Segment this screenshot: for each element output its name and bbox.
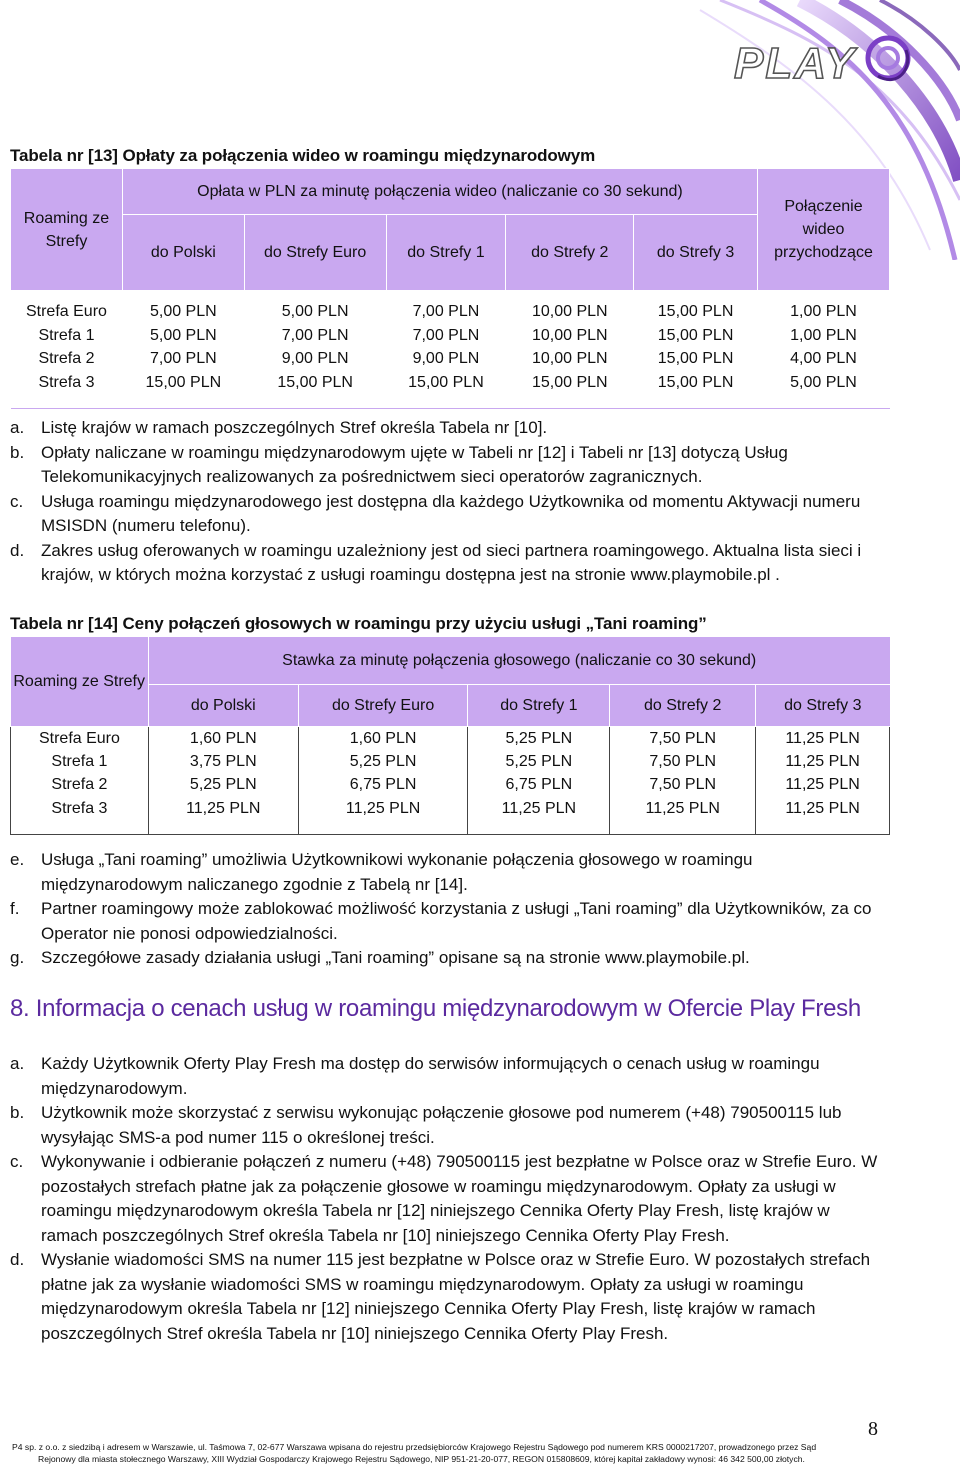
table-cell: 4,00 PLN	[790, 350, 857, 368]
table14	[10, 636, 890, 835]
table-cell: 10,00 PLN	[531, 326, 608, 344]
table-cell: 15,00 PLN	[145, 373, 222, 391]
list-text: Usługa „Tani roaming” umożliwia Użytkownikowi wykonanie połączenia głosowego w roamingu międzynarodowym naliczanego zgodnie z Tabelą nr [14].	[41, 850, 753, 894]
table-cell: 1,60 PLN	[148, 727, 298, 751]
table14-col-header: do Strefy 1	[468, 685, 610, 727]
table14-col-header: do Strefy 3	[756, 685, 890, 727]
list-marker: b.	[10, 442, 25, 462]
table-cell: 11,25 PLN	[756, 774, 890, 798]
table-cell: 15,00 PLN	[408, 373, 484, 391]
list-text: Użytkownik może skorzystać z serwisu wykonując połączenie głosowe pod numerem (+48) 790500115 lub wysyłając SMS-a pod numer 115 o określonej treści.	[41, 1103, 842, 1147]
table-cell: 15,00 PLN	[277, 373, 353, 391]
list-text: Listę krajów w ramach poszczególnych Stref określa Tabela nr [10].	[41, 418, 548, 437]
list-marker: e.	[10, 850, 25, 869]
list-item	[10, 1052, 890, 1101]
section-8-title: 8. Informacja o cenach usług w roamingu międzynarodowym w Ofercie Play Fresh	[10, 995, 861, 1022]
table-cell: 9,00 PLN	[281, 350, 349, 368]
table-row	[11, 750, 890, 774]
table-cell: 5,00 PLN	[149, 303, 217, 321]
table-row	[11, 371, 890, 395]
table-cell: 11,25 PLN	[468, 797, 610, 821]
table-cell: 7,00 PLN	[281, 326, 349, 344]
table-cell: 5,25 PLN	[468, 750, 610, 774]
table-cell: 1,60 PLN	[298, 727, 468, 751]
play-logo	[728, 28, 918, 98]
table13-group-header: Opłata w PLN za minutę połączenia wideo (naliczanie co 30 sekund)	[122, 169, 757, 215]
page-number: 8	[868, 1418, 878, 1440]
list-item	[10, 539, 890, 588]
table-cell: 11,25 PLN	[756, 727, 890, 751]
list-item	[10, 946, 890, 971]
table-row	[11, 797, 890, 821]
list-text: Partner roamingowy może zablokować możliwość korzystania z usługi „Tani roaming” dla Użytkowników, za co Operator nie ponosi odpowiedzialności.	[41, 899, 872, 943]
table-cell: 11,25 PLN	[610, 797, 756, 821]
list-item	[10, 490, 890, 539]
table13-row-header: Roaming ze Strefy	[11, 169, 123, 291]
list-item	[10, 1150, 890, 1248]
table13-col-header: do Strefy 1	[386, 215, 506, 291]
notes-list-1	[10, 416, 890, 588]
table-cell: 7,50 PLN	[610, 774, 756, 798]
table-row	[11, 301, 890, 325]
table-cell: 5,00 PLN	[149, 326, 217, 344]
table-cell: 7,50 PLN	[610, 750, 756, 774]
table-row	[11, 348, 890, 372]
list-text: Wysłanie wiadomości SMS na numer 115 jest bezpłatne w Polsce oraz w Strefie Euro. W pozostałych strefach płatne jak za wysłanie wiadomości SMS w roamingu międzynarodowym. Opłaty za usługi w roamingu międzynarodowym określa Tabela nr [12] niniejszego Cennika Oferty Play Fresh, listę krajów w ramach poszczególnych Stref określa Tabela nr [10] niniejszego Cennika Oferty Play Fresh.	[41, 1250, 871, 1343]
list-text: Zakres usług oferowanych w roamingu uzależniony jest od sieci partnera roamingowego. Aktualna lista sieci i krajów, w których można korzystać z usługi roamingu dostępna jest na stronie www.playmobile.pl .	[41, 540, 862, 584]
list-item	[10, 848, 890, 897]
list-item	[10, 1101, 890, 1150]
list-text: Opłaty naliczane w roamingu międzynarodowym ujęte w Tabeli nr [12] i Tabeli nr [13] dotyczą Usług Telekomunikacyjnych realizowanych za pośrednictwem sieci operatorów zagranicznych.	[41, 442, 788, 486]
table-cell: 10,00 PLN	[531, 303, 608, 321]
table-cell: 1,00 PLN	[790, 303, 857, 321]
table-cell: 11,25 PLN	[148, 797, 298, 821]
notes-list-2	[10, 848, 890, 971]
footer-line: P4 sp. z o.o. z siedzibą i adresem w Warszawie, ul. Taśmowa 7, 02-677 Warszawa wpisana do rejestru przedsiębiorców Krajowego Rejestru Sądowego pod numerem KRS 0000217207, prowadzonego przez Sąd	[12, 1442, 817, 1452]
list-text: Każdy Użytkownik Oferty Play Fresh ma dostęp do serwisów informujących o cenach usług w roamingu międzynarodowym.	[41, 1054, 820, 1098]
table13-col-header: do Polski	[122, 215, 244, 291]
list-marker: c.	[10, 491, 24, 511]
table-cell: Strefa 1	[11, 750, 149, 774]
table-row	[11, 774, 890, 798]
table-row	[11, 727, 890, 751]
table13-col-header: do Strefy Euro	[244, 215, 386, 291]
list-marker: a.	[10, 1054, 25, 1073]
list-text: Wykonywanie i odbieranie połączeń z numeru (+48) 790500115 jest bezpłatne w Polsce oraz w Strefie Euro. W pozostałych strefach płatne jak za połączenie głosowe w roamingu międzynarodowym. Opłaty za usługi w roamingu międzynarodowym określa Tabela nr [12] niniejszego Cennika Oferty Play Fresh, listę krajów w ramach poszczególnych Stref określa Tabela nr [10] niniejszego Cennika Oferty Play Fresh.	[41, 1152, 878, 1245]
table-cell: Strefa 3	[11, 797, 149, 821]
list-item	[10, 441, 890, 490]
table13-title: Tabela nr [13] Opłaty za połączenia wideo w roamingu międzynarodowym	[10, 146, 596, 165]
list-marker: d.	[10, 540, 25, 560]
table-cell: Strefa 1	[38, 326, 95, 344]
list-marker: g.	[10, 948, 25, 967]
table13-col-header: do Strefy 3	[634, 215, 758, 291]
list-marker: f.	[10, 899, 20, 918]
table-cell: 7,00 PLN	[149, 350, 217, 368]
table-cell: Strefa 2	[11, 774, 149, 798]
table-cell: 6,75 PLN	[298, 774, 468, 798]
table14-title: Tabela nr [14] Ceny połączeń głosowych w roamingu przy użyciu usługi „Tani roaming”	[10, 614, 707, 633]
footer	[12, 1441, 952, 1465]
list-marker: c.	[10, 1152, 24, 1171]
table-cell: 5,00 PLN	[790, 373, 857, 391]
table-cell: 5,25 PLN	[148, 774, 298, 798]
svg-text:PLAY: PLAY	[734, 39, 857, 88]
table-cell: 7,00 PLN	[412, 303, 480, 321]
list-item	[10, 1248, 890, 1346]
section-8-list	[10, 1052, 890, 1346]
table-row	[11, 324, 890, 348]
table-cell: 15,00 PLN	[657, 303, 734, 321]
table13	[10, 168, 890, 409]
table-cell: 15,00 PLN	[657, 350, 734, 368]
table13-incoming-header: Połączenie wideo przychodzące	[757, 169, 889, 291]
table14-col-header: do Strefy 2	[610, 685, 756, 727]
table-cell: 7,00 PLN	[412, 326, 480, 344]
table-cell: 5,00 PLN	[281, 303, 349, 321]
table-cell: 15,00 PLN	[657, 326, 734, 344]
play-swirl-logo-icon	[868, 38, 908, 80]
table14-col-header: do Polski	[148, 685, 298, 727]
list-text: Usługa roamingu międzynarodowego jest dostępna dla każdego Użytkownika od momentu Aktywacji numeru MSISDN (numeru telefonu).	[41, 491, 861, 535]
table-cell: 11,25 PLN	[298, 797, 468, 821]
table14-group-header: Stawka za minutę połączenia głosowego (naliczanie co 30 sekund)	[148, 637, 889, 685]
table-cell: 5,25 PLN	[468, 727, 610, 751]
list-item	[10, 416, 890, 441]
table-cell: 7,50 PLN	[610, 727, 756, 751]
table-cell: Strefa Euro	[11, 727, 149, 751]
table-cell: 1,00 PLN	[790, 326, 857, 344]
table-cell: 3,75 PLN	[148, 750, 298, 774]
table13-col-header: do Strefy 2	[506, 215, 634, 291]
table-cell: Strefa Euro	[25, 303, 107, 321]
table-cell: 9,00 PLN	[412, 350, 480, 368]
table-cell: 11,25 PLN	[756, 750, 890, 774]
table-cell: Strefa 3	[38, 373, 95, 391]
list-item	[10, 897, 890, 946]
table-cell: 15,00 PLN	[531, 373, 608, 391]
list-marker: a.	[10, 418, 25, 437]
table14-row-header: Roaming ze Strefy	[11, 637, 149, 727]
table14-col-header: do Strefy Euro	[298, 685, 468, 727]
table-cell: 11,25 PLN	[756, 797, 890, 821]
list-marker: d.	[10, 1250, 25, 1269]
list-text: Szczegółowe zasady działania usługi „Tani roaming” opisane są na stronie www.playmobile.pl.	[41, 948, 750, 967]
table-cell: 6,75 PLN	[468, 774, 610, 798]
table-cell: 5,25 PLN	[298, 750, 468, 774]
footer-line: Rejonowy dla miasta stołecznego Warszawy, XIII Wydział Gospodarczy Krajowego Rejestru Sądowego, NIP 951-21-20-077, REGON 015808609, której kapitał zakładowy wynosi: 46 342 500,00 złotych.	[38, 1454, 805, 1464]
table-cell: 15,00 PLN	[657, 373, 734, 391]
list-marker: b.	[10, 1103, 25, 1122]
table-cell: 10,00 PLN	[531, 350, 608, 368]
table-cell: Strefa 2	[38, 350, 95, 368]
